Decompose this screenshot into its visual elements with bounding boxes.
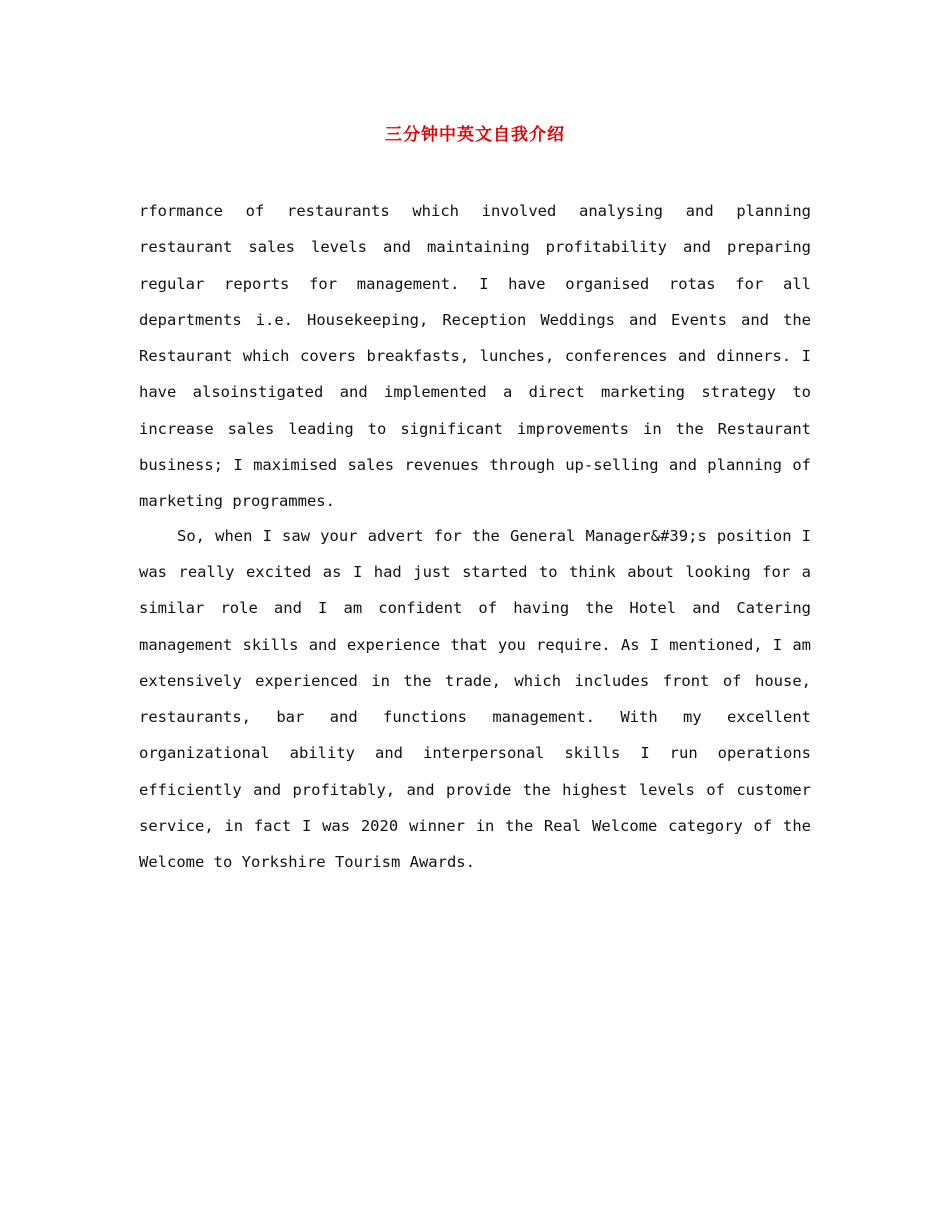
paragraph-experience: rformance of restaurants which involved analysing and planning restaurant sales levels and maintaining profitability and preparing regular reports for management. I have organised rotas for all departments i.e. Housekeeping, Reception Weddings and Events and the Restaurant which covers breakfasts, lunches, conferences and dinners. I have alsoinstigated and implemented a direct marketing strategy to increase sales leading to significant improvements in the Restaurant business; I maximised sales revenues through up-selling and planning of marketing programmes. — [139, 202, 811, 511]
document-body — [139, 193, 811, 881]
document-title: 三分钟中英文自我介绍 — [385, 125, 565, 145]
paragraph-application: So, when I saw your advert for the General Manager&#39;s position I was really excited as I had just started to think about looking for a similar role and I am confident of having the Hotel and Catering management skills and experience that you require. As I mentioned, I am extensively experienced in the trade, which includes front of house, restaurants, bar and functions management. With my excellent organizational ability and interpersonal skills I run operations efficiently and profitably, and provide the highest levels of customer service, in fact I was 2020 winner in the Real Welcome category of the Welcome to Yorkshire Tourism Awards. — [139, 526, 811, 872]
